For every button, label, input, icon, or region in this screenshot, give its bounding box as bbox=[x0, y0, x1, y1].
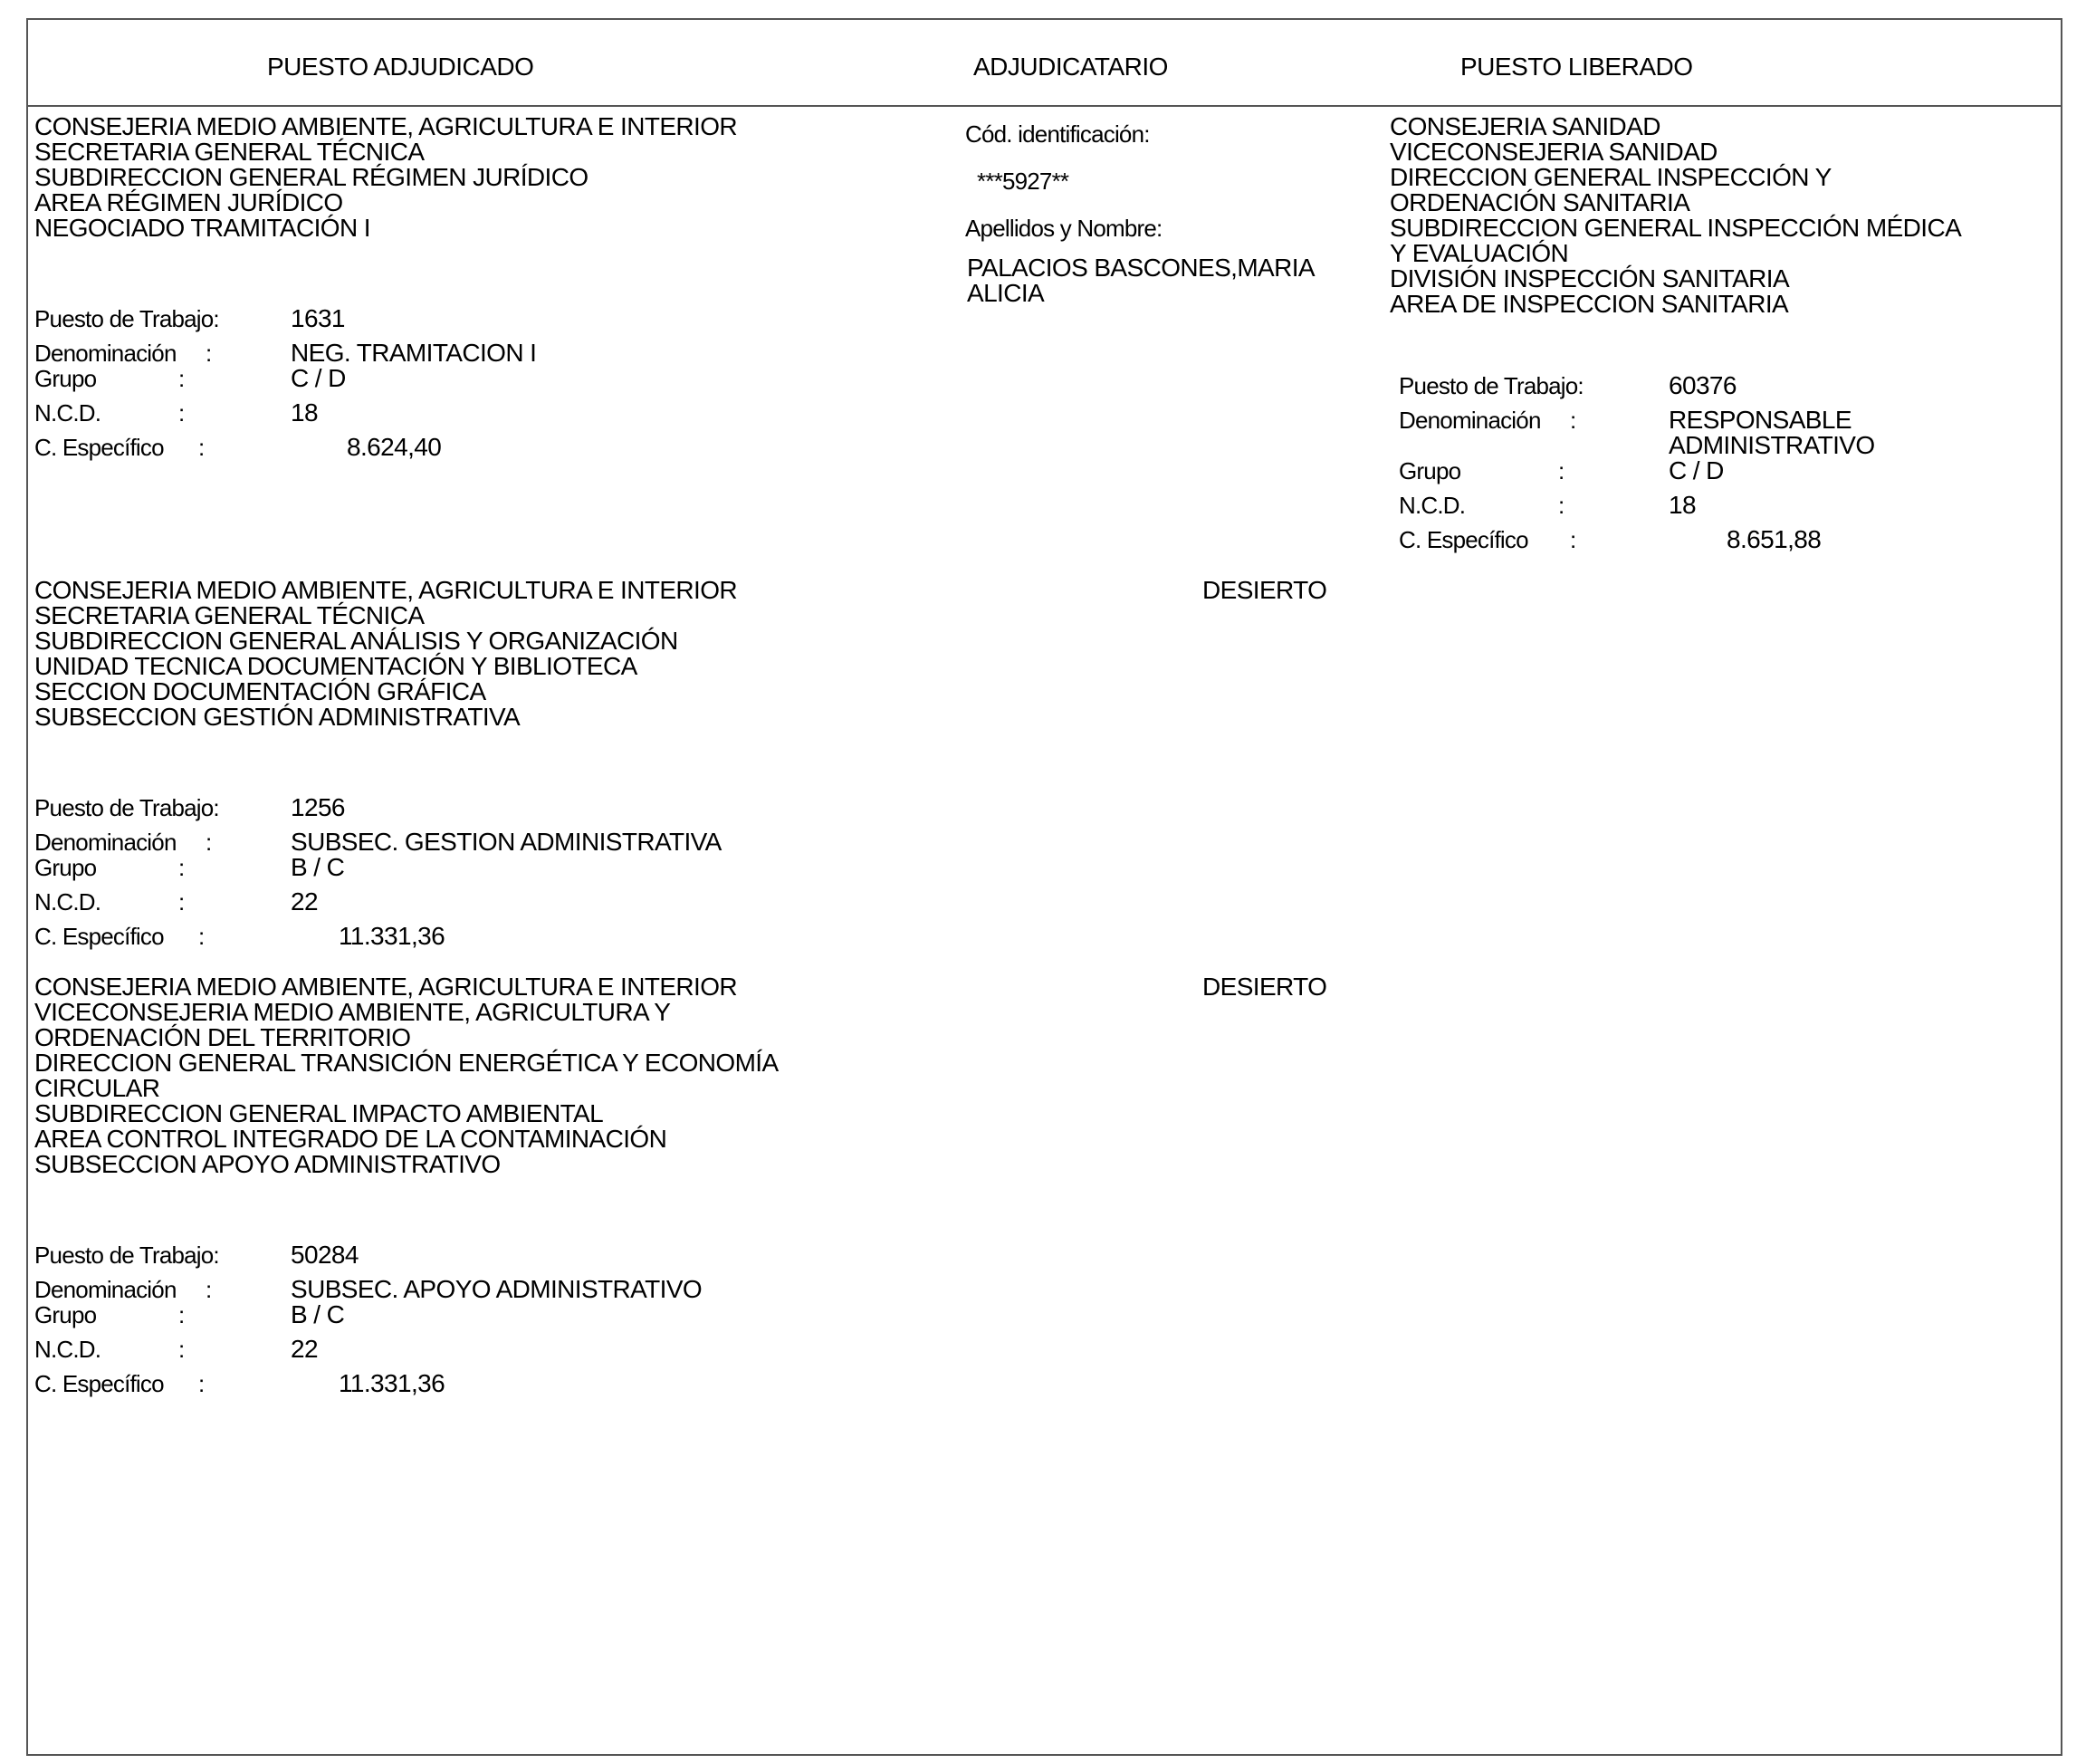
name-line: ALICIA bbox=[967, 279, 1045, 307]
org-line: DIRECCION GENERAL TRANSICIÓN ENERGÉTICA Y ECONOMÍA bbox=[34, 1049, 779, 1077]
label-grupo: Grupo bbox=[34, 365, 97, 392]
value-especifico: 8.624,40 bbox=[347, 433, 442, 461]
org-line: SECRETARIA GENERAL TÉCNICA bbox=[34, 138, 425, 166]
value-ncd: 22 bbox=[291, 1335, 318, 1363]
liberado-value-especifico: 8.651,88 bbox=[1727, 525, 1822, 553]
label-denominacion: Denominación bbox=[34, 829, 177, 856]
label-cod-identificacion: Cód. identificación: bbox=[965, 120, 1150, 148]
org-line: SUBDIRECCION GENERAL IMPACTO AMBIENTAL bbox=[34, 1099, 604, 1127]
label-puesto: Puesto de Trabajo: bbox=[34, 305, 219, 332]
header-puesto-liberado: PUESTO LIBERADO bbox=[1460, 53, 1693, 81]
entry-3-org-lines bbox=[34, 974, 779, 1177]
org-line: SECRETARIA GENERAL TÉCNICA bbox=[34, 601, 425, 629]
value-denominacion: SUBSEC. GESTION ADMINISTRATIVA bbox=[291, 828, 722, 856]
value-grupo: B / C bbox=[291, 1300, 345, 1328]
label-colon: : bbox=[1558, 492, 1564, 519]
org-line: AREA RÉGIMEN JURÍDICO bbox=[34, 188, 343, 216]
org-line: CONSEJERIA MEDIO AMBIENTE, AGRICULTURA E INTERIOR bbox=[34, 112, 737, 140]
value-grupo: C / D bbox=[291, 364, 346, 392]
label-puesto: Puesto de Trabajo: bbox=[34, 1242, 219, 1269]
label-ncd: N.C.D. bbox=[1399, 492, 1466, 519]
value-puesto: 1631 bbox=[291, 304, 345, 332]
label-colon: : bbox=[198, 923, 205, 950]
org-line: AREA DE INSPECCION SANITARIA bbox=[1390, 290, 1789, 318]
document-table bbox=[26, 18, 2062, 1756]
entry-1-org-lines bbox=[34, 114, 737, 241]
org-line: SUBDIRECCION GENERAL RÉGIMEN JURÍDICO bbox=[34, 163, 588, 191]
label-colon: : bbox=[178, 365, 185, 392]
org-line: AREA CONTROL INTEGRADO DE LA CONTAMINACIÓN bbox=[34, 1125, 667, 1153]
label-grupo: Grupo bbox=[34, 854, 97, 881]
org-line: SUBSECCION APOYO ADMINISTRATIVO bbox=[34, 1150, 501, 1178]
org-line: ORDENACIÓN SANITARIA bbox=[1390, 188, 1690, 216]
label-colon: : bbox=[198, 434, 205, 461]
label-denominacion: Denominación bbox=[1399, 407, 1541, 434]
label-colon: : bbox=[178, 1301, 185, 1328]
denominacion-line: RESPONSABLE bbox=[1669, 406, 1852, 434]
label-ncd: N.C.D. bbox=[34, 399, 101, 427]
org-line: DIVISIÓN INSPECCIÓN SANITARIA bbox=[1390, 264, 1790, 292]
header-puesto-adjudicado: PUESTO ADJUDICADO bbox=[267, 53, 534, 81]
value-especifico: 11.331,36 bbox=[339, 922, 445, 950]
liberado-value-grupo: C / D bbox=[1669, 456, 1724, 484]
label-colon: : bbox=[206, 829, 212, 856]
entry-2-org-lines bbox=[34, 578, 737, 730]
label-colon: : bbox=[178, 1336, 185, 1363]
org-line: NEGOCIADO TRAMITACIÓN I bbox=[34, 214, 370, 242]
status-desierto: DESIERTO bbox=[1202, 576, 1327, 604]
label-colon: : bbox=[1570, 526, 1576, 553]
label-colon: : bbox=[1570, 407, 1576, 434]
label-especifico: C. Específico bbox=[34, 434, 164, 461]
value-puesto: 1256 bbox=[291, 793, 345, 821]
label-colon: : bbox=[178, 888, 185, 916]
value-ncd: 18 bbox=[291, 398, 318, 427]
header-adjudicatario: ADJUDICATARIO bbox=[973, 53, 1168, 81]
org-line: SECCION DOCUMENTACIÓN GRÁFICA bbox=[34, 677, 486, 705]
label-especifico: C. Específico bbox=[34, 923, 164, 950]
label-ncd: N.C.D. bbox=[34, 1336, 101, 1363]
value-denominacion: NEG. TRAMITACION I bbox=[291, 339, 537, 367]
value-grupo: B / C bbox=[291, 853, 345, 881]
liberado-value-ncd: 18 bbox=[1669, 491, 1696, 519]
label-colon: : bbox=[206, 1276, 212, 1303]
org-line: DIRECCION GENERAL INSPECCIÓN Y bbox=[1390, 163, 1832, 191]
status-desierto: DESIERTO bbox=[1202, 973, 1327, 1001]
org-line: CIRCULAR bbox=[34, 1074, 160, 1102]
label-especifico: C. Específico bbox=[1399, 526, 1528, 553]
label-denominacion: Denominación bbox=[34, 340, 177, 367]
org-line: VICECONSEJERIA MEDIO AMBIENTE, AGRICULTURA Y bbox=[34, 998, 671, 1026]
value-ncd: 22 bbox=[291, 887, 318, 916]
label-colon: : bbox=[178, 854, 185, 881]
label-denominacion: Denominación bbox=[34, 1276, 177, 1303]
org-line: UNIDAD TECNICA DOCUMENTACIÓN Y BIBLIOTECA bbox=[34, 652, 637, 680]
label-especifico: C. Específico bbox=[34, 1370, 164, 1397]
label-puesto: Puesto de Trabajo: bbox=[1399, 372, 1584, 399]
name-line: PALACIOS BASCONES,MARIA bbox=[967, 254, 1316, 282]
header-divider bbox=[28, 105, 2061, 107]
org-line: CONSEJERIA MEDIO AMBIENTE, AGRICULTURA E INTERIOR bbox=[34, 973, 737, 1001]
org-line: ORDENACIÓN DEL TERRITORIO bbox=[34, 1023, 411, 1051]
org-line: CONSEJERIA MEDIO AMBIENTE, AGRICULTURA E INTERIOR bbox=[34, 576, 737, 604]
liberado-value-puesto: 60376 bbox=[1669, 371, 1737, 399]
value-puesto: 50284 bbox=[291, 1241, 359, 1269]
org-line: SUBDIRECCION GENERAL INSPECCIÓN MÉDICA bbox=[1390, 214, 1962, 242]
label-grupo: Grupo bbox=[1399, 457, 1461, 484]
label-ncd: N.C.D. bbox=[34, 888, 101, 916]
org-line: CONSEJERIA SANIDAD bbox=[1390, 112, 1660, 140]
org-line: SUBDIRECCION GENERAL ANÁLISIS Y ORGANIZACIÓN bbox=[34, 627, 678, 655]
label-puesto: Puesto de Trabajo: bbox=[34, 794, 219, 821]
value-especifico: 11.331,36 bbox=[339, 1369, 445, 1397]
value-cod-identificacion: ***5927** bbox=[977, 168, 1069, 195]
value-denominacion: SUBSEC. APOYO ADMINISTRATIVO bbox=[291, 1275, 703, 1303]
label-colon: : bbox=[178, 399, 185, 427]
label-colon: : bbox=[206, 340, 212, 367]
org-line: Y EVALUACIÓN bbox=[1390, 239, 1569, 267]
label-colon: : bbox=[1558, 457, 1564, 484]
org-line: VICECONSEJERIA SANIDAD bbox=[1390, 138, 1718, 166]
label-apellidos-nombre: Apellidos y Nombre: bbox=[965, 215, 1163, 242]
liberado-org-lines bbox=[1390, 114, 1961, 317]
label-colon: : bbox=[198, 1370, 205, 1397]
liberado-value-denominacion bbox=[1669, 407, 1875, 458]
org-line: SUBSECCION GESTIÓN ADMINISTRATIVA bbox=[34, 703, 521, 731]
value-apellidos-nombre bbox=[967, 255, 1315, 306]
denominacion-line: ADMINISTRATIVO bbox=[1669, 431, 1875, 459]
label-grupo: Grupo bbox=[34, 1301, 97, 1328]
